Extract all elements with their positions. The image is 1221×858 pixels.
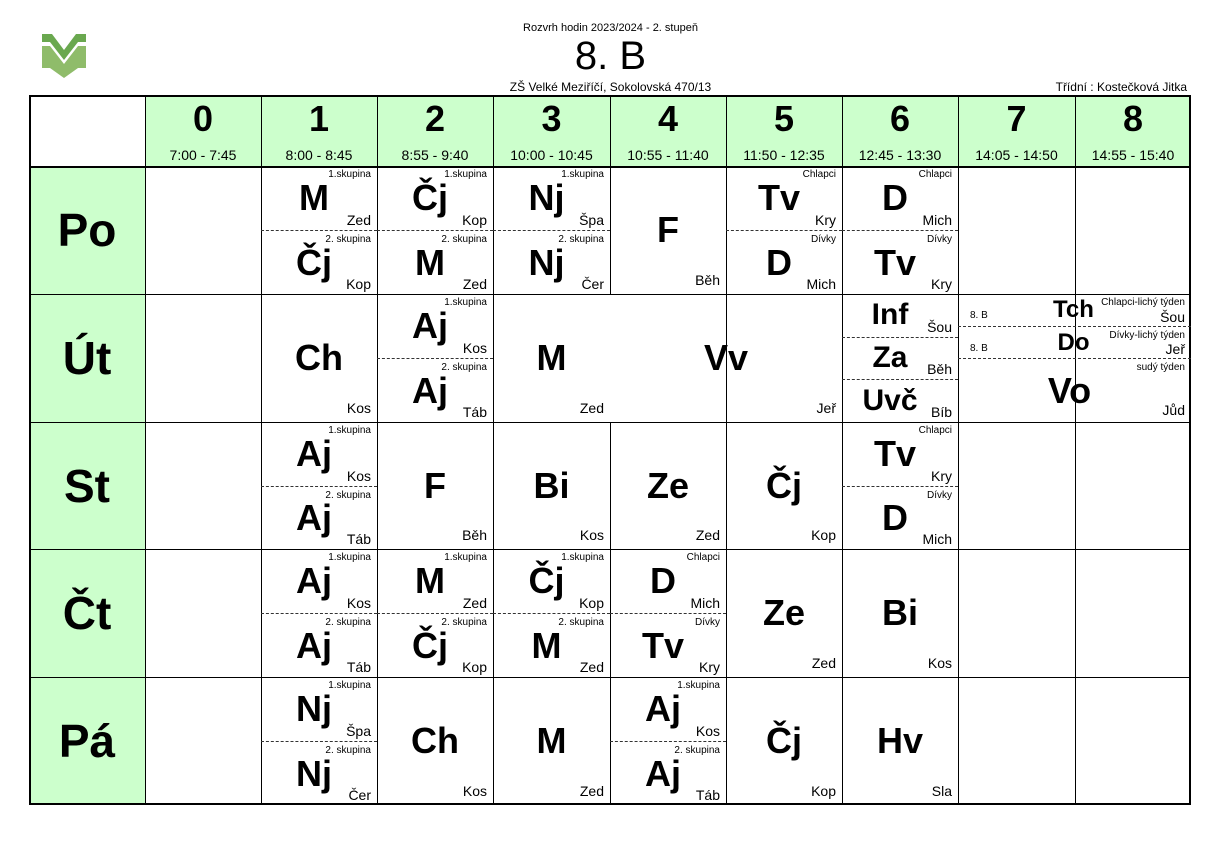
subject: M: [415, 241, 445, 283]
group-label: sudý týden: [1136, 362, 1185, 373]
teacher-code: Kry: [815, 212, 836, 228]
timetable-grid: [29, 95, 1191, 805]
subject: Ze: [762, 592, 805, 633]
lesson-group[interactable]: [261, 613, 377, 677]
subject: M: [536, 337, 567, 378]
teacher-code: Táb: [346, 659, 371, 675]
teacher-code: Kop: [462, 212, 487, 228]
lesson-group[interactable]: [377, 294, 493, 358]
day-header-0: [29, 166, 145, 294]
lesson-cell[interactable]: [261, 677, 377, 805]
grid-line-vertical: [1075, 95, 1076, 805]
group-label: Dívky: [927, 489, 952, 501]
subject: Tv: [757, 177, 800, 218]
teacher-code: Špa: [346, 723, 371, 739]
subject: Nj: [528, 241, 565, 283]
teacher-code: Táb: [346, 531, 371, 547]
subject: Vo: [1047, 369, 1092, 411]
subject: Čj: [766, 464, 802, 506]
group-label: 1.skupina: [677, 680, 720, 691]
lesson-cell[interactable]: [610, 677, 726, 805]
teacher-code: Zed: [462, 595, 487, 611]
subject: Nj: [296, 752, 332, 794]
subject: D: [882, 177, 908, 218]
day-header-1: [29, 294, 145, 422]
lesson-cell[interactable]: [610, 294, 842, 422]
lesson-group[interactable]: [377, 230, 493, 294]
lesson-group[interactable]: [610, 613, 726, 677]
teacher-code: Bíb: [930, 403, 952, 420]
subject: M: [415, 560, 445, 601]
subject: M: [531, 624, 562, 666]
lesson-group[interactable]: [261, 677, 377, 741]
teacher-code: Špa: [579, 212, 604, 228]
group-label: Dívky: [695, 617, 720, 628]
group-label: Dívky: [811, 234, 836, 245]
group-label: 2. skupina: [441, 362, 487, 373]
teacher-code: Kos: [346, 595, 371, 611]
period-number: 2: [424, 98, 446, 139]
lesson-cell[interactable]: [726, 677, 842, 805]
lesson-group[interactable]: [842, 337, 958, 380]
lesson-cell[interactable]: [726, 166, 842, 294]
period-number: 6: [889, 98, 911, 139]
lesson-group[interactable]: [377, 549, 493, 613]
lesson-group[interactable]: [842, 486, 958, 550]
teacher-code: Zed: [462, 276, 487, 292]
teacher-code: Kry: [931, 276, 952, 292]
lesson-group[interactable]: [377, 358, 493, 422]
teacher-code: Kop: [811, 783, 836, 799]
subject: Do: [1057, 328, 1090, 356]
lesson-group[interactable]: [958, 294, 1191, 326]
period-header-7: [958, 95, 1075, 166]
lesson-cell[interactable]: [842, 166, 958, 294]
period-number: 7: [1006, 98, 1027, 139]
lesson-cell[interactable]: [261, 166, 377, 294]
group-label: Chlapci: [918, 169, 952, 180]
group-label: 1.skupina: [328, 552, 371, 563]
lesson-group[interactable]: [842, 422, 958, 486]
teacher-code: Čer: [581, 276, 604, 292]
lesson-group[interactable]: [261, 486, 377, 550]
teacher-code: Běh: [695, 272, 720, 288]
subject: Nj: [296, 688, 332, 729]
group-label: Chlapci: [918, 425, 952, 436]
period-time: 7:00 - 7:45: [169, 147, 237, 163]
lesson-group[interactable]: [261, 741, 377, 805]
subject: F: [657, 209, 679, 250]
lesson-cell[interactable]: [377, 166, 493, 294]
lesson-group[interactable]: [493, 230, 610, 294]
lesson-group[interactable]: [610, 549, 726, 613]
teacher-code: Kop: [462, 659, 487, 675]
lesson-cell[interactable]: [493, 166, 610, 294]
group-label: 2. skupina: [325, 617, 371, 628]
lesson-group[interactable]: [958, 326, 1191, 358]
grid-line-vertical: [145, 95, 146, 805]
group-label: 2. skupina: [674, 745, 720, 756]
subject: Aj: [296, 624, 332, 666]
subject: D: [650, 560, 676, 601]
teacher-code: Zed: [346, 212, 371, 228]
subject: D: [882, 496, 908, 538]
lesson-group[interactable]: [493, 613, 610, 677]
class-label: 8. B: [970, 343, 988, 354]
teacher-code: Sla: [931, 783, 952, 799]
group-label: 1.skupina: [328, 169, 371, 180]
period-time: 12:45 - 13:30: [858, 147, 942, 163]
group-label: 1.skupina: [328, 425, 371, 436]
period-header-6: [842, 95, 958, 166]
subject: Aj: [645, 688, 681, 729]
period-header-5: [726, 95, 842, 166]
teacher-code: Kos: [462, 340, 487, 356]
day-name: Pá: [58, 715, 116, 767]
lesson-cell[interactable]: [377, 549, 493, 677]
teacher-code: Jeř: [1165, 341, 1185, 357]
period-header-0: [145, 95, 261, 166]
lesson-group[interactable]: [261, 422, 377, 486]
period-header-3: [493, 95, 610, 166]
schedule-subtitle: Rozvrh hodin 2023/2024 - 2. stupeň: [523, 22, 698, 34]
lesson-cell[interactable]: [261, 422, 377, 549]
subject: Čj: [412, 624, 448, 666]
group-label: 2. skupina: [441, 617, 487, 628]
period-header-8: [1075, 95, 1191, 166]
group-label: 2. skupina: [325, 489, 371, 501]
grid-border-right: [1189, 95, 1191, 805]
group-label: 1.skupina: [444, 297, 487, 308]
period-number: 4: [657, 98, 679, 139]
lesson-group[interactable]: [377, 166, 493, 230]
class-teacher: Třídní : Kostečková Jitka: [1055, 80, 1187, 94]
subject: Hv: [876, 720, 924, 761]
day-name: St: [64, 459, 110, 512]
lesson-group[interactable]: [377, 613, 493, 677]
period-header-2: [377, 95, 493, 166]
group-label: 1.skupina: [561, 169, 604, 180]
lesson-cell[interactable]: [377, 294, 493, 422]
subject: Bi: [882, 592, 918, 633]
teacher-code: Kos: [462, 783, 487, 799]
subject: Aj: [645, 752, 681, 794]
teacher-code: Jeř: [816, 400, 836, 416]
teacher-code: Kop: [346, 276, 371, 292]
lesson-group[interactable]: [958, 358, 1191, 422]
period-time: 8:55 - 9:40: [401, 147, 469, 163]
teacher-code: Běh: [927, 361, 952, 378]
teacher-code: Čer: [348, 787, 371, 803]
period-time: 14:05 - 14:50: [975, 147, 1058, 163]
subject: Tv: [641, 624, 684, 666]
subject: Uvč: [862, 384, 918, 418]
subject: Čj: [766, 720, 802, 761]
teacher-code: Mich: [806, 276, 836, 292]
period-time: 8:00 - 8:45: [285, 147, 353, 163]
lesson-cell[interactable]: [726, 549, 842, 677]
subject: Aj: [296, 496, 332, 538]
group-label: 1.skupina: [444, 552, 487, 563]
teacher-code: Zed: [695, 527, 720, 543]
subject: Čj: [296, 241, 332, 283]
lesson-cell[interactable]: [610, 422, 726, 549]
teacher-code: Zed: [579, 400, 604, 416]
lesson-cell[interactable]: [493, 294, 610, 422]
day-name: Út: [62, 332, 112, 384]
lesson-group[interactable]: [842, 379, 958, 422]
day-name: Čt: [62, 587, 112, 639]
subject: Vv: [703, 337, 749, 378]
grid-line-horizontal: [29, 95, 1191, 97]
teacher-code: Kos: [579, 527, 604, 543]
teacher-code: Kop: [579, 595, 604, 611]
group-label: 2. skupina: [558, 234, 604, 245]
teacher-code: Běh: [462, 527, 487, 543]
lesson-cell[interactable]: [842, 677, 958, 805]
lesson-group[interactable]: [261, 166, 377, 230]
lesson-cell[interactable]: [842, 294, 958, 422]
lesson-cell[interactable]: [842, 549, 958, 677]
corner-cell: [29, 95, 145, 166]
subject: F: [424, 464, 446, 506]
period-time: 11:50 - 12:35: [743, 147, 825, 163]
subject: Čj: [528, 560, 565, 601]
subject: Aj: [412, 305, 448, 346]
period-number: 1: [308, 98, 330, 139]
subject: D: [766, 241, 792, 283]
teacher-code: Mich: [690, 595, 720, 611]
lesson-cell[interactable]: [493, 677, 610, 805]
lesson-group[interactable]: [842, 166, 958, 230]
lesson-group[interactable]: [261, 549, 377, 613]
period-time: 10:00 - 10:45: [510, 147, 593, 163]
lesson-group[interactable]: [610, 741, 726, 805]
teacher-code: Táb: [695, 787, 720, 803]
teacher-code: Zed: [579, 783, 604, 799]
subject: Tv: [873, 432, 916, 474]
subject: Tv: [873, 241, 916, 283]
group-label: Chlapci: [802, 169, 836, 180]
teacher-code: Jůd: [1162, 402, 1185, 418]
lesson-group[interactable]: [726, 230, 842, 294]
grid-border-left: [29, 95, 31, 805]
school-name: ZŠ Velké Meziříčí, Sokolovská 470/13: [509, 80, 712, 94]
lesson-group[interactable]: [842, 294, 958, 337]
subject: Aj: [296, 560, 332, 601]
lesson-group[interactable]: [726, 166, 842, 230]
lesson-cell[interactable]: [377, 677, 493, 805]
class-title: 8. B: [574, 34, 647, 78]
subject: Aj: [412, 369, 448, 411]
group-label: Chlapci: [686, 552, 720, 563]
day-header-3: [29, 549, 145, 677]
subject: Tch: [1053, 296, 1094, 323]
group-label: Dívky-lichý týden: [1109, 330, 1185, 341]
day-header-4: [29, 677, 145, 805]
teacher-code: Kos: [346, 467, 371, 484]
period-time: 14:55 - 15:40: [1091, 147, 1175, 163]
lesson-cell[interactable]: [493, 549, 610, 677]
teacher-code: Zed: [579, 659, 604, 675]
group-label: 2. skupina: [325, 234, 371, 245]
period-header-4: [610, 95, 726, 166]
teacher-code: Mich: [922, 212, 952, 228]
group-label: 1.skupina: [561, 552, 604, 563]
subject: Ze: [646, 464, 689, 506]
lesson-cell[interactable]: [610, 166, 726, 294]
group-label: 2. skupina: [441, 234, 487, 245]
teacher-code: Zed: [811, 655, 836, 671]
subject: Ch: [411, 720, 459, 761]
group-label: 2. skupina: [325, 745, 371, 756]
teacher-code: Kos: [927, 655, 952, 671]
lesson-cell[interactable]: [377, 422, 493, 549]
period-time: 10:55 - 11:40: [627, 147, 709, 163]
teacher-code: Kry: [931, 467, 952, 484]
lesson-group[interactable]: [493, 549, 610, 613]
teacher-code: Kry: [699, 659, 720, 675]
subject: M: [299, 177, 329, 218]
period-header-1: [261, 95, 377, 166]
day-name: Po: [57, 204, 117, 256]
teacher-code: Kop: [811, 527, 836, 543]
teacher-code: Kos: [346, 400, 371, 416]
lesson-group[interactable]: [610, 677, 726, 741]
teacher-code: Táb: [462, 404, 487, 420]
subject: Inf: [871, 298, 909, 332]
period-number: 8: [1122, 98, 1144, 139]
group-label: 1.skupina: [444, 169, 487, 180]
lesson-group[interactable]: [493, 166, 610, 230]
class-label: 8. B: [970, 310, 988, 321]
group-label: Dívky: [927, 234, 952, 245]
teacher-code: Šou: [927, 318, 952, 335]
group-label: 1.skupina: [328, 680, 371, 691]
subject: Bi: [533, 464, 570, 506]
lesson-cell[interactable]: [493, 422, 610, 549]
grid-line-vertical: [958, 95, 959, 805]
subject: Čj: [412, 177, 448, 218]
lesson-cell[interactable]: [842, 422, 958, 549]
teacher-code: Kos: [695, 723, 720, 739]
subject: Nj: [528, 177, 565, 218]
subject: M: [536, 720, 567, 761]
lesson-cell[interactable]: [610, 549, 726, 677]
group-label: Chlapci-lichý týden: [1101, 297, 1185, 308]
subject: Aj: [296, 432, 332, 474]
group-label: 2. skupina: [558, 617, 604, 628]
day-header-2: [29, 422, 145, 549]
subject: Ch: [295, 337, 343, 378]
lesson-cell[interactable]: [261, 294, 377, 422]
period-number: 3: [541, 98, 562, 139]
teacher-code: Šou: [1160, 309, 1185, 325]
subject: Za: [872, 341, 908, 375]
lesson-group[interactable]: [842, 230, 958, 294]
teacher-code: Mich: [922, 531, 952, 547]
lesson-cell[interactable]: [726, 422, 842, 549]
lesson-group[interactable]: [261, 230, 377, 294]
period-number: 5: [773, 98, 795, 139]
period-number: 0: [192, 98, 214, 139]
lesson-cell[interactable]: [261, 549, 377, 677]
lesson-cell[interactable]: [958, 294, 1191, 422]
